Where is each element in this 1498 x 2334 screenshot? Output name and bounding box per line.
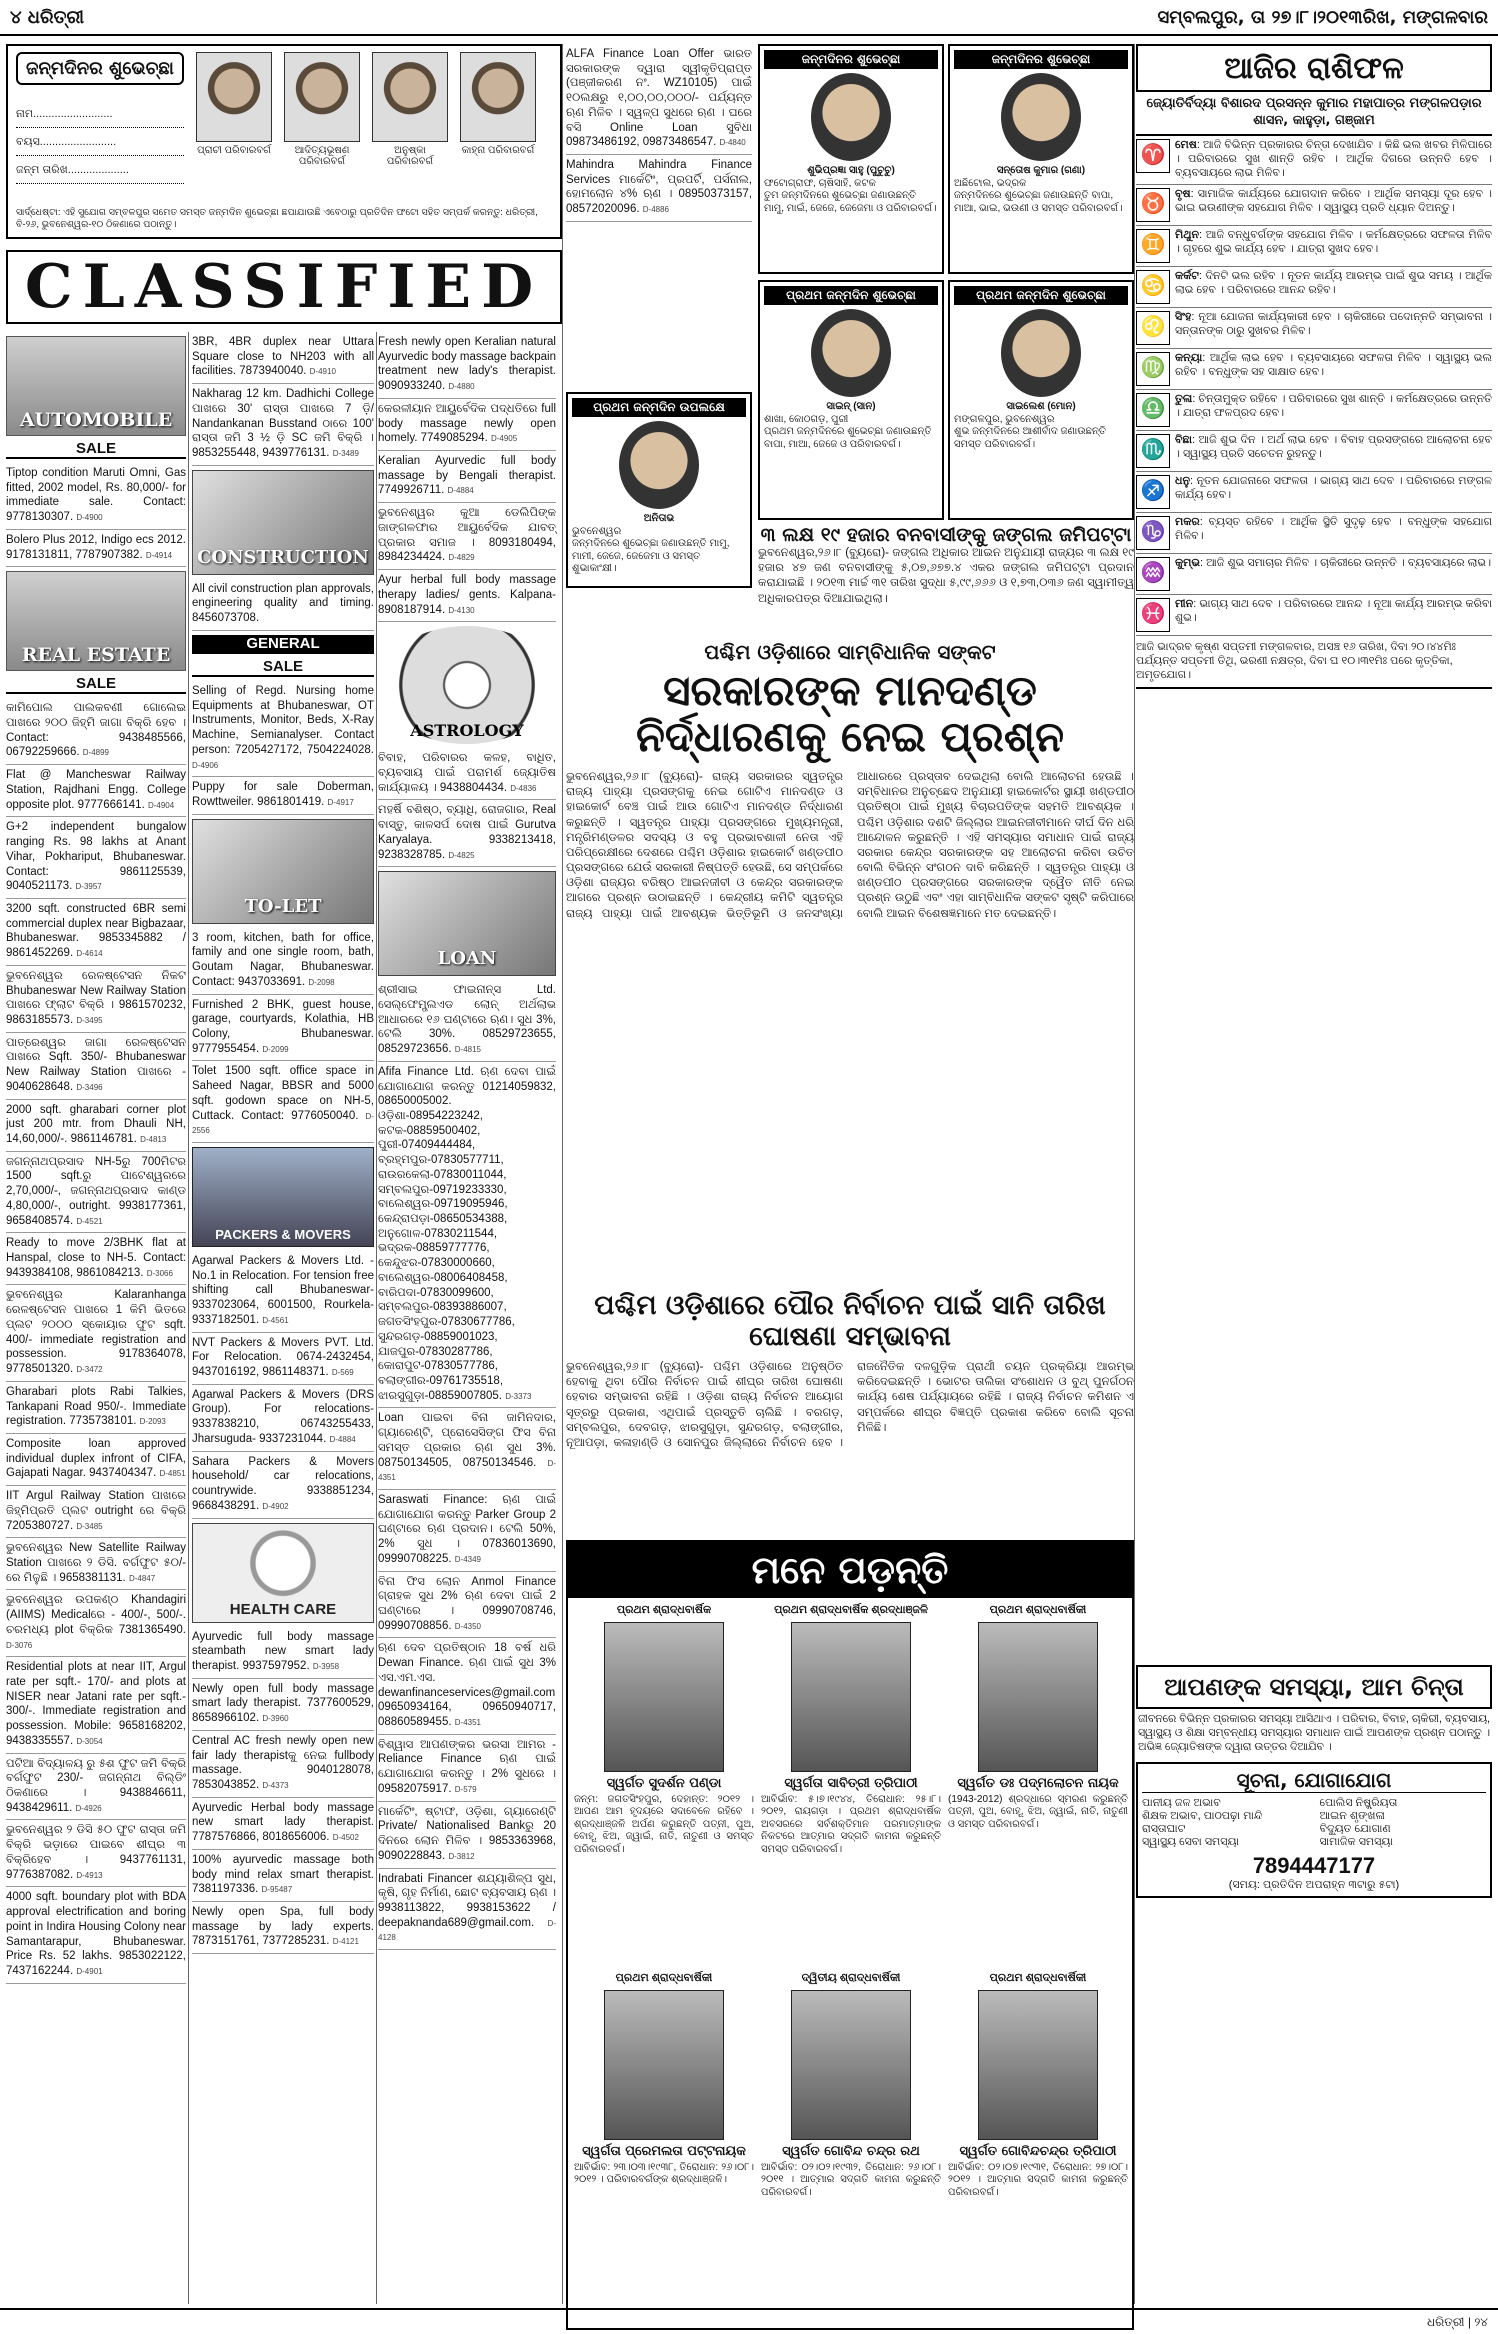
panjika: ଆଜି ଭାଦ୍ରବ କୃଷ୍ଣ ସପ୍ତମୀ ମଙ୍ଗଳବାର, ଅସଞ୍ଚ ୧୬ ତାରିଖ, ଦିବା ୨୦।୪୪ମିଃ ପର୍ଯ୍ୟନ୍ତ ସପ୍ତମୀ ତିଥି, ଭରଣୀ ନକ୍ଷତ୍ର, ଦିବା ଘ ୧୦।୩୧ମିଃ ପରେ କୃତ୍ତିକା, ଅମୃତଯୋଗ।	[1136, 636, 1492, 689]
classified-ad: ଜଗନ୍ନାଥପ୍ରସାଦ NH-5ରୁ 700ମିଟର 1500 sqft.ରୁ ପାଟେଶ୍ୱରରେ 2,70,000/-, ଜଗନ୍ନାଥପ୍ରସାଦ କାଣ୍ଡ 4,80,000/-, outright. 9938177361, 9658408574. D-4521	[6, 1152, 186, 1234]
notice-item: ଆଇନ ଶୃଙ୍ଖଳା	[1319, 1810, 1385, 1823]
column-divider	[188, 332, 189, 2304]
greeting-card: ପ୍ରଥମ ଜନ୍ମଦିନ ଉପଲକ୍ଷେ ଅନିତାଭ ଭୁବନେଶ୍ୱର ଜନ୍ମଦିନରେ ଶୁଭେଚ୍ଛା ଜଣାଉଛନ୍ତି ମାମୁ, ମାମୀ, ଜେଜେ, ଜେଜେମା ଓ ସମସ୍ତ ଶୁଭାକାଂକ୍ଷୀ।	[566, 392, 752, 588]
classified-ad: Flat @ Mancheswar Railway Station, Rajdhani Engg. College opposite plot. 9777666141. D-4904	[6, 765, 186, 817]
horoscope-sign: ♌ ସିଂହ: ନୂଆ ଯୋଜନା କାର୍ଯ୍ୟକାରୀ ହେବ । ଚାକିରୀରେ ପଦୋନ୍ନତି ସମ୍ଭାବନା । ସନ୍ତାନଙ୍କ ଠାରୁ ସୁଖବର ମିଳିବ।	[1136, 308, 1492, 349]
notice-item: ପାନୀୟ ଜଳ ଅଭାବ	[1142, 1797, 1221, 1810]
horoscope-sign: ♎ ତୁଳା: ଚିନ୍ତାମୁକ୍ତ ରହିବେ । ପରିବାରରେ ସୁଖ ଶାନ୍ତି । କର୍ମକ୍ଷେତ୍ରରେ ଉନ୍ନତି । ଯାତ୍ରା ଫଳପ୍ରଦ ହେବ।	[1136, 390, 1492, 431]
election-story-headline: ପଶ୍ଚିମ ଓଡ଼ିଶାରେ ପୌର ନିର୍ବାଚନ ପାଇଁ ସାନି ତାରିଖ ଘୋଷଣା ସମ୍ଭାବନା	[594, 1290, 1106, 1353]
general-heading: GENERAL	[192, 635, 374, 654]
page-header	[0, 0, 1498, 36]
portrait-photo	[791, 1622, 911, 1772]
classified-ad: ବିନା ଫିସ ଲୋନ Anmol Finance ଗ୍ରାହକ ସୁଧ 2% ଋଣ ଦେବା ପାଇଁ 2 ଘଣ୍ଟାରେ । 09990708746, 09990708856. D-4350	[378, 1572, 556, 1639]
memorial-card: ଦ୍ୱିତୀୟ ଶ୍ରାଦ୍ଧବାର୍ଷିକୀ ସ୍ୱର୍ଗତ ଗୋବିନ୍ଦ ଚନ୍ଦ୍ର ରଥ ଆବିର୍ଭାବ: ୦୨।୦୨।୧୯୩୨, ତିରୋଧାନ: ୨୬।୦୮।୨୦୧୧ । ଆତ୍ମାର ସଦ୍ଗତି କାମନା କରୁଛନ୍ତି ପରିବାରବର୍ଗ।	[761, 1972, 941, 2198]
sale-heading: SALE	[6, 440, 186, 459]
child-photo	[1001, 73, 1081, 161]
classified-ad: IIT Argul Railway Station ପାଖରେ ଜିହ୍ମିପ୍ରତି ପ୍ଲଟ outright ରେ ବିକ୍ରି 7205380727. D-3485	[6, 1486, 186, 1538]
column-divider	[376, 332, 377, 2304]
classified-ad: Sahara Packers & Movers household/ car relocations, countrywide. 9338851234, 9668438291. D-4902	[192, 1452, 374, 1519]
birthday-wishes-form	[6, 44, 562, 239]
classified-ad: Agarwal Packers & Movers Ltd. - No.1 in Relocation. For tension free shifting call Bhubaneswar- 9337023064, 6001500, Rourkela-9337182501. D-4561	[192, 1251, 374, 1333]
horoscope-title: ଆଜିର ରାଶିଫଳ	[1136, 44, 1492, 92]
portrait-photo	[978, 1622, 1098, 1772]
child-photo	[619, 421, 699, 509]
forest-news-headline: ୩ ଲକ୍ଷ ୧୯ ହଜାର ବନବାସୀଙ୍କୁ ଜଙ୍ଗଲ ଜମିପଟ୍ଟା	[760, 524, 1132, 546]
classified-ad: NVT Packers & Movers PVT. Ltd. For Relocation. 0674-2432454, 9437016192, 9861148371. D-569	[192, 1333, 374, 1385]
notice-list	[1142, 1793, 1486, 1853]
column-divider	[1134, 44, 1135, 2304]
classified-ad: Keralian Ayurvedic full body massage by Bengali therapist. 7749926711. D-4884	[378, 451, 556, 503]
notice-item: ରାସ୍ତାଘାଟ	[1142, 1823, 1186, 1836]
astrology-image: ASTROLOGY	[378, 626, 556, 744]
classified-ad: Ayur herbal full body massage therapy ladies/ gents. Kalpana- 8908187914. D-4130	[378, 570, 556, 622]
horoscope-sign: ♒ କୁମ୍ଭ: ଆଜି ଶୁଭ ସମାଚାର ମିଳିବ । ଚାକିରୀରେ ଉନ୍ନତି । ବ୍ୟବସାୟରେ ଲାଭ।	[1136, 554, 1492, 595]
footer-page-ref: ଧରିତ୍ରୀ | ୨୪	[1427, 2314, 1488, 2329]
notice-title: ସୂଚନା, ଯୋଗାଯୋଗ	[1142, 1768, 1486, 1793]
portrait-photo	[604, 1622, 724, 1772]
memorial-card: ପ୍ରଥମ ଶ୍ରାଦ୍ଧବାର୍ଷିକ ସ୍ୱର୍ଗତ ସୁଦର୍ଶନ ପଣ୍ଡା ଜନ୍ମ: ଜଗତସିଂହପୁର, ଦେହାନ୍ତ: ୨୦୧୨ । ଆପଣ ଆମ ହୃଦୟରେ ସଦାବେଳେ ରହିବେ । ଶ୍ରଦ୍ଧାଞ୍ଜଳି ଅର୍ପଣ କରୁଛନ୍ତି ପତ୍ନୀ, ପୁଅ, ବୋହୂ, ଝିଅ, ଜ୍ୱାଇଁ, ନାତି, ନାତୁଣୀ ଓ ସମସ୍ତ ପରିବାରବର୍ଗ।	[574, 1604, 754, 1855]
real-estate-image: REAL ESTATE	[6, 571, 186, 671]
classified-ad: ପଟିଆ ବିଦ୍ୟାଳୟ ରୁ ୫ଶ ଫୁଟ ଜମି ବିକ୍ରି ବର୍ଗଫୁଟ 230/- ଜଗନ୍ନାଥ ବିଲ୍ଡିଂ ଠିକଣାରେ । 9438846611, 9438429611. D-4926	[6, 1754, 186, 1821]
notice-item: ସାମାଜିକ ସମସ୍ୟା	[1319, 1836, 1393, 1849]
classified-ad: Fresh newly open Keralian natural Ayurvedic body massage backpain treatment new lady's therapist. 9090933240. D-4880	[378, 332, 556, 399]
memorial-card: ପ୍ରଥମ ଶ୍ରାଦ୍ଧବାର୍ଷିକୀ ସ୍ୱର୍ଗତା ପ୍ରେମଲତା ପଟ୍ଟନାୟକ ଆବିର୍ଭାବ: ୨୩।୦୩।୧୯୩୮, ତିରୋଧାନ: ୨୬।୦୮।୨୦୧୨ । ପରିବାରବର୍ଗଙ୍କ ଶ୍ରଦ୍ଧାଞ୍ଜଳି।	[574, 1972, 754, 2186]
health-care-image: HEALTH CARE	[192, 1523, 374, 1623]
greeting-card: ଜନ୍ମଦିନର ଶୁଭେଚ୍ଛା ସନ୍ତୋଷ କୁମାର (ଗଣା) ଅଛିଟୋଲ, ଭଦ୍ରକ ଜନ୍ମଦିନରେ ଶୁଭେଚ୍ଛା ଜଣାଉଛନ୍ତି ବାପା, ମାଆ, ଭାଇ, ଭଉଣୀ ଓ ସମସ୍ତ ପରିବାରବର୍ଗ।	[948, 44, 1134, 274]
column-divider	[562, 44, 563, 2304]
classified-ad: ପାତ୍ରେଶ୍ୱର ଜାଗା ରେଳଷ୍ଟେସନ ପାଖରେ Sqft. 350/- Bhubaneswar New Railway Station ପାଖରେ - 9040628648. D-3496	[6, 1033, 186, 1100]
classified-ad: Saraswati Finance: ଋଣ ପାଇଁ ଯୋଗାଯୋଗ କରନ୍ତୁ Parker Group 2 ଘଣ୍ଟାରେ ଋଣ ପ୍ରଦାନ। ଟେଲି 50%, 2% ସୁଧ । 07836013690, 09990708225. D-4349	[378, 1490, 556, 1572]
classified-ad: Indrabati Financer ଶଯ୍ୟାଶିଳ୍ପ ସୁଧ, କୃଷି, ଗୃହ ନିର୍ମାଣ, ଛୋଟ ବ୍ୟବସାୟ ଋଣ । 9938113822, 9938153622 / deepaknanda689@gmail.com. D-4128	[378, 1869, 556, 1951]
child-photo	[1001, 309, 1081, 397]
classified-ad: Afifa Finance Ltd. ଋଣ ଦେବା ପାଇଁ ଯୋଗାଯୋଗ କରନ୍ତୁ 01214059832, 08650005002. ଓଡ଼ିଶା-08954223242, କଟକ-08859500402, ପୁରୀ-07409444484, ବ୍ରହ୍ମପୁର-07830577711, ରାଉରକେଲା-07830011044, ସମ୍ବଲପୁର-09719233330, ବାଲେଶ୍ୱର-09719095946, କେନ୍ଦ୍ରାପଡ଼ା-08650534388, ଅନୁଗୋଳ-07830211544, ଭଦ୍ରକ-08859777776, କେନ୍ଦୁଝର-07830000660, ବାଲେଶ୍ୱର-08006408458, ବାରିପଦା-07830099600, ସମ୍ବଲପୁର-08393886007, ଜଗତସିଂହପୁର-07830677786, ସୁନ୍ଦରଗଡ଼-08859001023, ଯାଜପୁର-07830287786, କୋରାପୁଟ-07830577786, ବଲାଙ୍ଗୀର-09761735518, ଝାରସୁଗୁଡ଼ା-08859007805. D-3373	[378, 1062, 556, 1409]
memorial-card: ପ୍ରଥମ ଶ୍ରାଦ୍ଧବାର୍ଷିକ ଶ୍ରଦ୍ଧାଞ୍ଜଳି ସ୍ୱର୍ଗତା ସାବିତ୍ରୀ ତ୍ରିପାଠୀ ଆବିର୍ଭାବ: ୫।୭।୧୯୪୪, ତିରୋଧାନ: ୨୫।୮।୨୦୧୨, ରାୟଗଡ଼ା । ପ୍ରଥମ ଶ୍ରାଦ୍ଧବାର୍ଷିକ ଅବସରରେ ସର୍ବଶକ୍ତିମାନ ପରମାତ୍ମାଙ୍କ ନିକଟରେ ଆତ୍ମାର ସଦ୍ଗତି କାମନା କରୁଛନ୍ତି ସମସ୍ତ ପରିବାରବର୍ଗ।	[761, 1604, 941, 1855]
zodiac-icon: ♌	[1136, 311, 1170, 345]
forest-news-body: ଭୁବନେଶ୍ୱର,୨୬।୮ (ବ୍ୟୁରୋ)- ଜଙ୍ଗଲ ଅଧିକାର ଆଇନ ଅନୁଯାୟୀ ରାଜ୍ୟର ୩ ଲକ୍ଷ ୧୯ ହଜାର ୪୭ ଜଣ ବନବାସୀଙ୍କୁ ୫,୦୭,୬୭୭.୪ ଏକର ଜଙ୍ଗଲ ଜମିପଟ୍ଟା ପ୍ରଦାନ କରାଯାଇଛି । ୨୦୧୩ ମାର୍ଚ୍ଚ ୩୧ ତାରିଖ ସୁଦ୍ଧା ୫,୯୯,୬୬୬ ଓ ୧,୭୩,୦୩୬ ଜଣ ସ୍ୱାମୀତ୍ୱ ଅଧିକାରପତ୍ର ଦିଆଯାଇଥିଲା।	[758, 547, 1134, 605]
classified-ad: ଶ୍ରୀସାଇ ଫାଇନାନ୍ସ Ltd. ସେଲ୍ଫେମ୍ପ୍ଲଏଡ ଲୋନ୍ ଅର୍ଥଲାଭ ଆଧାରରେ ୧୬ ଘଣ୍ଟାରେ ଋଣ। ସୁଧ 3%, ଟେଲି 30%. 08529723655, 08529723656. D-4815	[378, 980, 556, 1062]
sample-photo: ଅନୁଷ୍କା ପରିବାରବର୍ଗ	[370, 52, 450, 167]
notice-box	[1136, 1762, 1492, 1898]
horoscope-sign: ♏ ବିଛା: ଆଜି ଶୁଭ ଦିନ । ଅର୍ଥ ଲାଭ ହେବ । ବିବାହ ପ୍ରସଙ୍ଗରେ ଆଲୋଚନା ହେବ । ସ୍ୱାସ୍ଥ୍ୟ ପ୍ରତି ସଚେତନ ରୁହନ୍ତୁ।	[1136, 431, 1492, 472]
birthday-form-fields	[16, 100, 184, 184]
lead-story-kicker: ପଶ୍ଚିମ ଓଡ଼ିଶାରେ ସାମ୍ବିଧାନିକ ସଙ୍କଟ	[704, 640, 996, 664]
classified-ad: Residential plots at near IIT, Argul rate per sqft.- 170/- and plots at NISER near Jatani rate per sqft.- 300/-. Immediate registration and possession. Mobile: 9658168202, 9438335557. D-3054	[6, 1657, 186, 1753]
election-story-body: ଭୁବନେଶ୍ୱର,୨୬।୮ (ବ୍ୟୁରୋ)- ପଶ୍ଚିମ ଓଡ଼ିଶାରେ ଅନୁଷ୍ଠିତ ହେବାକୁ ଥିବା ପୌର ନିର୍ବାଚନ ପାଇଁ ଶୀଘ୍ର ତାରିଖ ଘୋଷଣା ହେବାର ସମ୍ଭାବନା ରହିଛି । ଓଡ଼ିଶା ରାଜ୍ୟ ନିର୍ବାଚନ ଆୟୋଗ ସୂତ୍ରରୁ ପ୍ରକାଶ, ଏଥିପାଇଁ ପ୍ରସ୍ତୁତି ଚାଲିଛି । ବରଗଡ଼, ସମ୍ବଲପୁର, ଦେବଗଡ଼, ଝାରସୁଗୁଡ଼ା, ସୁନ୍ଦରଗଡ଼, ବଲାଙ୍ଗୀର, ନୂଆପଡ଼ା, କଳାହାଣ୍ଡି ଓ ସୋନପୁର ଜିଲ୍ଲାରେ ନିର୍ବାଚନ ହେବ । ରାଜନୈତିକ ଦଳଗୁଡ଼ିକ ପ୍ରାର୍ଥୀ ଚୟନ ପ୍ରକ୍ରିୟା ଆରମ୍ଭ କରିଦେଇଛନ୍ତି । ଭୋଟର ତାଲିକା ସଂଶୋଧନ ଓ ବୁଥ୍ ପୁନର୍ଗଠନ କାର୍ଯ୍ୟ ଶେଷ ପର୍ଯ୍ୟାୟରେ ରହିଛି । ରାଜ୍ୟ ନିର୍ବାଚନ କମିଶନ ଏ ସମ୍ପର୍କରେ ଶୀଘ୍ର ବିଜ୍ଞପ୍ତି ପ୍ରକାଶ କରିବେ ବୋଲି ସୂଚନା ମିଳିଛି।	[566, 1361, 1134, 1449]
classified-banner: CLASSIFIED	[6, 250, 562, 324]
classified-ad: 3BR, 4BR duplex near Uttara Square close to NH203 with all facilities. 7873940040. D-4910	[192, 332, 374, 384]
classified-ad: Mahindra Mahindra Finance Services ମାର୍କେଟିଂ, ପ୍ରପର୍ଟି, ପର୍ସନାଲ, ହୋମଲୋନ ୪% ଋଣ । 08950373157, 08572020096. D-4886	[566, 155, 752, 222]
age-field: ବୟସ.........................	[16, 128, 184, 156]
classified-ad: 100% ayurvedic massage both body mind relax smart therapist. 7381197336. D-95487	[192, 1850, 374, 1902]
classified-ad: ଋଣ ଦେବ ପ୍ରତିଷ୍ଠାନ 18 ବର୍ଷ ଧରି Dewan Finance. ଋଣ ପାଇଁ ସୁଧ 3% ଏସ.ଏମ.ଏସ. dewanfinanceservices@gmail.com 09650934164, 09650940717, 08860589455. D-4351	[378, 1638, 556, 1734]
horoscope-sign: ♈ ମେଷ: ଆଜି ବିଭିନ୍ନ ପ୍ରକାରର ଚିନ୍ତା ଦେଖାଯିବ । କିଛି ଭଲ ଖବର ମିଳିପାରେ । ପରିବାରରେ ସୁଖ ଶାନ୍ତି ରହିବ । ଆର୍ଥିକ ଦିଗରେ ଉନ୍ନତି ହେବ । ବ୍ୟବସାୟରେ ଲାଭ ମିଳିବ।	[1136, 136, 1492, 185]
classified-ad: All civil construction plan approvals, engineering quality and timing. 8456073708.	[192, 579, 374, 631]
portrait-photo	[978, 1990, 1098, 2140]
horoscope-sign: ♑ ମକର: ବ୍ୟସ୍ତ ରହିବେ । ଆର୍ଥିକ ସ୍ଥିତି ସୁଦୃଢ଼ ହେବ । ବନ୍ଧୁଙ୍କ ସହଯୋଗ ମିଳିବ।	[1136, 513, 1492, 554]
horoscope-sign: ♊ ମିଥୁନ: ଆଜି ବନ୍ଧୁବର୍ଗଙ୍କ ସହଯୋଗ ମିଳିବ । କର୍ମକ୍ଷେତ୍ରରେ ସଫଳତା ମିଳିବ । ଗୃହରେ ଶୁଭ କାର୍ଯ୍ୟ ହେବ । ଯାତ୍ରା ସୁଖଦ ହେବ।	[1136, 226, 1492, 267]
classified-ad: ବିଶ୍ୱାସ ଆପଣଙ୍କର ଭରସା ଆମର - Reliance Finance ଋଣ ପାଇଁ ଯୋଗାଯୋଗ କରନ୍ତୁ । 2% ସୁଧରେ । 09582075917. D-579	[378, 1735, 556, 1802]
classified-column-1	[6, 332, 186, 1984]
classified-ad: 2000 sqft. gharabari corner plot just 200 mtr. from Dhauli NH, 14,60,000/-. 9861146781. D-4813	[6, 1100, 186, 1152]
classified-ad: Nakharag 12 km. Dadhichi College ପାଖରେ 30' ରାସ୍ତା ପାଖରେ 7 ଡ଼ି/ Nandankanan Busstand ଠାରେ 100' ରାସ୍ତା ଜମି 3 ½ ଡ଼ି SC ଜମି ବିକ୍ରି । 9853255448, 9439776131. D-3489	[192, 384, 374, 466]
in-memoriam-title: ମନେ ପଡ଼ନ୍ତି	[568, 1542, 1132, 1598]
horoscope-byline: ଜ୍ୟୋତିର୍ବିଦ୍ୟା ବିଶାରଦ ପ୍ରସନ୍ନ କୁମାର ମହାପାତ୍ର ମଙ୍ଗଳପଡ଼ାର ଶାସନ, କାହୁଡ଼ା, ଗଞ୍ଜାମ	[1136, 92, 1492, 136]
zodiac-icon: ♒	[1136, 557, 1170, 591]
page-footer	[0, 2308, 1498, 2334]
greeting-card: ପ୍ରଥମ ଜନ୍ମଦିନ ଶୁଭେଚ୍ଛା ସାଇଲେଶ (ମୋନ) ମଙ୍ଗଳପୁର, ଭୁବନେଶ୍ୱର ଶୁଭ ଜନ୍ମଦିନରେ ଆଶୀର୍ବାଦ ଜଣାଉଛନ୍ତି ସମସ୍ତ ପରିବାରବର୍ଗ।	[948, 280, 1134, 520]
birthday-form-note: ସାର୍ଦ୍ଧେଷ୍ଟା: ଏହି ସୁଯୋଗ ସମ୍ବଳପୁର ସମେତ ସମସ୍ତ ଜନ୍ମଦିନ ଶୁଭେଚ୍ଛା ଛପାଯାଉଛି ଏବେଠାରୁ ପ୍ରତିଦିନ ଫଟୋ ସହିତ ସମ୍ପର୍କ କରନ୍ତୁ: ଧରିତ୍ରୀ, ବି-୨୬, ଭୁବନେଶ୍ୱର-୧୦ ଠିକଣାରେ ପଠାନ୍ତୁ।	[16, 207, 538, 231]
notice-item: ବିଦ୍ୟୁତ ଯୋଗାଣ	[1319, 1823, 1391, 1836]
classified-ad: ଭୁବନେଶ୍ୱର ୨ ଡିସି ୫୦ ଫୁଟ ରାସ୍ତା ଜମି ବିକ୍ରି ଭଡ଼ାରେ ପାଇବେ ଶୀଘ୍ର ୩ ବିକ୍ରିହେବ । 9437761131, 9776387082. D-4913	[6, 1820, 186, 1887]
classified-ad: G+2 independent bungalow ranging Rs. 98 lakhs at Anant Vihar, Pokhariput, Bhubaneswar. Contact: 9861125539, 9040521173. D-3957	[6, 817, 186, 899]
birthday-form-title: ଜନ୍ମଦିନର ଶୁଭେଚ୍ଛା	[16, 52, 184, 85]
zodiac-icon: ♍	[1136, 352, 1170, 386]
classified-ad: Composite loan approved individual duplex infront of CIFA, Gajapati Nagar. 9437404347. D-4851	[6, 1434, 186, 1486]
classified-ad: 4000 sqft. boundary plot with BDA approval electrification and boring point in Indira Housing Colony near Samantarapur, Bhubaneswar. Price Rs. 52 lakhs. 9853022122, 7437162244. D-4901	[6, 1887, 186, 1983]
problems-title: ଆପଣଙ୍କ ସମସ୍ୟା, ଆମ ଚିନ୍ତା	[1136, 1665, 1492, 1709]
classified-ad: ଭୁବନେଶ୍ୱର Kalaranhanga ରେଳଷ୍ଟେସନ ପାଖରେ 1 କିମି ଭିତରେ ପ୍ଲଟ ୨୦୦୦ ସ୍କୋୟାର ଫୁଟ sqft. 400/- immediate registration and possession. 9178364078, 9778501320. D-3472	[6, 1285, 186, 1381]
classified-column-3	[378, 332, 556, 1950]
birthdate-field: ଜନ୍ମ ତାରିଖ....................	[16, 156, 184, 184]
horoscope-sign: ♐ ଧନୁ: ନୂତନ ଯୋଜନାରେ ସଫଳତା । ଭାଗ୍ୟ ସାଥ ଦେବ । ପରିବାରରେ ମଙ୍ଗଳ କାର୍ଯ୍ୟ ହେବ।	[1136, 472, 1492, 513]
notice-item: ସ୍ୱାସ୍ଥ୍ୟ ସେବା ସମସ୍ୟା	[1142, 1836, 1240, 1849]
sample-photo: ଆଦିତ୍ୟଭୂଷଣ ପରିବାରବର୍ଗ	[282, 52, 362, 167]
portrait-photo	[604, 1990, 724, 2140]
classified-ad: କାମିପୋଲ ପାଲକବଣୀ ଗୋଲେଇ ପାଖରେ ୨୦୦ ଜିହ୍ମି ଜାଗା ବିକ୍ରି ହେବ । Contact: 9438485566, 06792259666. D-4899	[6, 698, 186, 765]
classified-ad: Ready to move 2/3BHK flat at Hanspal, close to NH-5. Contact: 9439384108, 9861084213. D-3066	[6, 1233, 186, 1285]
memorial-card: ପ୍ରଥମ ଶ୍ରାଦ୍ଧବାର୍ଷିକୀ ସ୍ୱର୍ଗତ ଗୋବିନ୍ଦଚନ୍ଦ୍ର ତ୍ରିପାଠୀ ଆବିର୍ଭାବ: ୦୨।୦୭।୧୯୩୧, ତିରୋଧାନ: ୨୭।୦୮।୨୦୧୨ । ଆତ୍ମାର ସଦ୍ଗତି କାମନା କରୁଛନ୍ତି ପରିବାରବର୍ଗ।	[948, 1972, 1128, 2198]
greeting-card: ଜନ୍ମଦିନର ଶୁଭେଚ୍ଛା ଶୁଭିପ୍ରଜ୍ଞା ସାହୁ (ପୁଚୁଚୁ) ଫଟୋଗ୍ରାଫ, ଚାଷିସାହି, କଟକ ତୁମ ଜନ୍ମଦିନରେ ଶୁଭେଚ୍ଛା ଜଣାଉଛନ୍ତି ମାମୁ, ମାଇଁ, ଜେଜେ, ଜେଜେମା ଓ ପରିବାରବର୍ଗ।	[758, 44, 944, 274]
packers-movers-image: PACKERS & MOVERS	[192, 1147, 374, 1247]
classified-ad: Agarwal Packers & Movers (DRS Group). For relocations- 9337838210, 06743255433, Jharsuguda- 9337231044. D-4884	[192, 1385, 374, 1452]
horoscope-sign: ♉ ବୃଷ: ସାମାଜିକ କାର୍ଯ୍ୟରେ ଯୋଗଦାନ କରିବେ । ଆର୍ଥିକ ସମସ୍ୟା ଦୂର ହେବ । ଭାଇ ଭଉଣୀଙ୍କ ସହଯୋଗ ମିଳିବ । ସ୍ୱାସ୍ଥ୍ୟ ପ୍ରତି ଧ୍ୟାନ ଦିଅନ୍ତୁ।	[1136, 185, 1492, 226]
classified-ad: Selling of Regd. Nursing home Equipments at Bhubaneswar, OT Instruments, Monitor, Beds, X-Ray Machine, Semianalyser. Contact person: 7205427172, 7504224028. D-4906	[192, 681, 374, 777]
classified-ad: Newly open Spa, full body massage by lady experts. 7873151761, 7377285231. D-4121	[192, 1902, 374, 1954]
notice-item: ଶିକ୍ଷକ ଅଭାବ, ପାଠପଢ଼ା ମାନ୍ଦି	[1142, 1810, 1263, 1823]
classified-ad: Tolet 1500 sqft. office space in Saheed Nagar, BBSR and 5000 sqft. godown space on NH-5, Cuttack. Contact: 9776050040. D-2556	[192, 1061, 374, 1143]
portrait-photo	[791, 1990, 911, 2140]
zodiac-icon: ♓	[1136, 598, 1170, 632]
problems-body: ଜୀବନରେ ବିଭିନ୍ନ ପ୍ରକାରର ସମସ୍ୟା ଆସିଥାଏ । ପରିବାର, ବିବାହ, ଚାକିରୀ, ବ୍ୟବସାୟ, ସ୍ୱାସ୍ଥ୍ୟ ଓ ଶିକ୍ଷା ସମ୍ବନ୍ଧୀୟ ସମସ୍ୟାର ସମାଧାନ ପାଇଁ ଆପଣଙ୍କ ପ୍ରଶ୍ନ ପଠାନ୍ତୁ । ଅଭିଜ୍ଞ ଜ୍ୟୋତିଷଙ୍କ ଦ୍ୱାରା ଉତ୍ତର ଦିଆଯିବ ।	[1138, 1713, 1490, 1753]
classified-column-2	[192, 332, 374, 1954]
classified-ad: Ayurvedic full body massage steambath new smart lady therapist. 9937597952. D-3958	[192, 1627, 374, 1679]
greeting-card: ପ୍ରଥମ ଜନ୍ମଦିନ ଶୁଭେଚ୍ଛା ସାଇନ୍ (ସାନ) ଶାଖା, କୋଠଗଡ଼, ପୁରୀ ପ୍ରଥମ ଜନ୍ମଦିନରେ ଶୁଭେଚ୍ଛା ଜଣାଉଛନ୍ତି ବାପା, ମାଆ, ଜେଜେ ଓ ପରିବାରବର୍ଗ।	[758, 280, 944, 520]
problems-section	[1136, 1665, 1492, 1898]
classified-ad: Loan ପାଇବା ବିନା ଜାମିନଦାର, ଗ୍ୟାରେଣ୍ଟି, ପ୍ରୋସେସିଙ୍ଗ ଫିସ ବିନା ସମସ୍ତ ପ୍ରକାର ଋଣ ସୁଧ 3%. 08750134505, 08750134546. D-4351	[378, 1408, 556, 1490]
lead-story-body: ଭୁବନେଶ୍ୱର,୨୬।୮ (ବ୍ୟୁରୋ)- ରାଜ୍ୟ ସରକାରର ସ୍ୱତନ୍ତ୍ର ରାଜ୍ୟ ପାହ୍ୟା ପ୍ରସଙ୍ଗକୁ ନେଇ ଗୋଟିଏ ମାନଦଣ୍ଡ ଓ ହାଇକୋର୍ଟ ବେଞ୍ଚ ପାଇଁ ଆଉ ଗୋଟିଏ ମାନଦଣ୍ଡ ନିର୍ଦ୍ଧାରଣ କରୁଛନ୍ତି । ସ୍ୱତନ୍ତ୍ର ପାହ୍ୟା ପ୍ରସଙ୍ଗରେ ମୁଖ୍ୟମନ୍ତ୍ରୀ, ମନ୍ତ୍ରିମଣ୍ଡଳର ସଦସ୍ୟ ଓ ବହୁ ପ୍ରଭାବଶାଳୀ ନେତା ଏହି ପରିପ୍ରେକ୍ଷୀରେ ଦେଶରେ ପଶ୍ଚିମ ଓଡ଼ିଶାର ହାଇକୋର୍ଟ ଖଣ୍ଡପୀଠ ପ୍ରସଙ୍ଗରେ ଯେଉଁ ସରକାରୀ ନିଷ୍ପତ୍ତି ହେଉଛି, ସେ ସମ୍ପର୍କରେ ଓଡ଼ିଶା ରାଜ୍ୟର ବରିଷ୍ଠ ଆଇନଜୀବୀ ଓ କେନ୍ଦ୍ର ସରକାରଙ୍କ ଆଗରେ ପ୍ରଶ୍ନ ଉଠାଇଛନ୍ତି । କେନ୍ଦ୍ରୀୟ କମିଟି ସ୍ୱତନ୍ତ୍ର ରାଜ୍ୟ ପାହ୍ୟା ପାଇଁ ଆବଶ୍ୟକ ଭିତ୍ତିଭୂମି ଓ ଜନସଂଖ୍ୟା ଆଧାରରେ ପ୍ରସ୍ତାବ ଦେଇଥିଲା ବୋଲି ଆଲୋଚନା ହେଉଛି । ସମ୍ବିଧାନର ଅନୁଚ୍ଛେଦ ଅନୁଯାୟୀ ହାଇକୋର୍ଟର ସ୍ଥାୟୀ ଖଣ୍ଡପୀଠ ପ୍ରତିଷ୍ଠା ପାଇଁ ମୁଖ୍ୟ ବିଚାରପତିଙ୍କ ସହମତି ଆବଶ୍ୟକ । ପଶ୍ଚିମ ଓଡ଼ିଶାର ଦଶଟି ଜିଲ୍ଲାର ଆଇନଜୀବୀମାନେ ଦୀର୍ଘ ଦିନ ଧରି ଆନ୍ଦୋଳନ କରୁଛନ୍ତି । ଏହି ସମସ୍ୟାର ସମାଧାନ ପାଇଁ ରାଜ୍ୟ ସରକାର କେନ୍ଦ୍ର ସରକାରଙ୍କ ସହ ଆଲୋଚନା କରିବା ଉଚିତ ବୋଲି ବିଭିନ୍ନ ସଂଗଠନ ଦାବି କରିଛନ୍ତି । ସ୍ୱତନ୍ତ୍ର ପାହ୍ୟା ଓ ଖଣ୍ଡପୀଠ ପ୍ରସଙ୍ଗରେ ସରକାରଙ୍କ ଦ୍ୱୈତ ନୀତି ନେଇ ପ୍ରଶ୍ନ ଉଠୁଛି ଏବଂ ଏହା ସାମ୍ବିଧାନିକ ସଙ୍କଟ ସୃଷ୍ଟି କରିପାରେ ବୋଲି ଆଇନ ବିଶେଷଜ୍ଞମାନେ ମତ ଦେଇଛନ୍ତି।	[566, 771, 1134, 920]
zodiac-icon: ♋	[1136, 270, 1170, 304]
classified-ad: ଭୁବନେଶ୍ୱର ଉପକଣ୍ଠ Khandagiri (AIIMS) Medicalରେ - 400/-, 500/-. ଚରମଧ୍ୟ plot ବିକ୍ରିକ 7381365490. D-3076	[6, 1590, 186, 1657]
child-photo	[196, 52, 272, 142]
classified-ad: ବିବାହ, ପରିବାରର କଳହ, ବାଧିତ, ବ୍ୟବସାୟ ପାଇଁ ପରାମର୍ଶ ଜ୍ୟୋତିଷ କାର୍ଯ୍ୟାଳୟ । 9438804434. D-4836	[378, 748, 556, 800]
classified-ad: Puppy for sale Doberman, Rowttweiler. 9861801419. D-4917	[192, 777, 374, 814]
classified-ad: Furnished 2 BHK, guest house, garage, courtyards, Kolathia, HB Colony, Bhubaneswar. 9777955454. D-2099	[192, 995, 374, 1062]
loan-image: LOAN	[378, 871, 556, 976]
horoscope-section	[1136, 44, 1492, 689]
contact-time: (ସମୟ: ପ୍ରତିଦିନ ଅପରାହ୍ନ ୩ଟାରୁ ୫ଟା)	[1228, 1879, 1400, 1892]
zodiac-icon: ♏	[1136, 434, 1170, 468]
classified-ad: 3200 sqft. constructed 6BR semi commercial duplex near Bigbazaar, Bhubaneswar. 9853345882 / 9861452269. D-4614	[6, 899, 186, 966]
classified-ad: ALFA Finance Loan Offer ଭାରତ ସରକାରଙ୍କ ଦ୍ୱାରା ସ୍ୱୀକୃତିପ୍ରାପ୍ତ (ପଞ୍ଜୀକରଣ ନଂ. WZ10105) ପାଇଁ ୧୦ଲକ୍ଷରୁ ୧,୦୦,୦୦,୦୦୦/- ପର୍ଯ୍ୟନ୍ତ ଋଣ ମିଳିବ । ସ୍ୱଳ୍ପ ସୁଧରେ ଋଣ । ଘରେ ବସି Online Loan ସୁବିଧା 09873486192, 09873486547. D-4840	[566, 44, 752, 155]
classified-ad: ମାର୍କେଟିଂ, ଷ୍ଟାଫ, ଓଡ଼ିଶା, ଗ୍ୟାରେଣ୍ଟି Private/ Nationalised Bankରୁ 20 ଦିନରେ ଲୋନ ମିଳିବ । 9853363968, 9090228843. D-3812	[378, 1802, 556, 1869]
zodiac-icon: ♈	[1136, 139, 1170, 173]
classified-ad: Tiptop condition Maruti Omni, Gas fitted, 2002 model, Rs. 80,000/- for immediate sale. Contact: 9778130307. D-4900	[6, 463, 186, 530]
sale-heading: SALE	[192, 658, 374, 677]
contact-phone: 7894447177	[1252, 1853, 1376, 1879]
dateline: ସମ୍ବଲପୁର, ତା ୨୭।୮।୨୦୧୩ରିଖ, ମଙ୍ଗଳବାର	[1157, 6, 1488, 28]
classified-ad: ମହର୍ଷି ବଶିଷ୍ଠ, ବ୍ୟାଧି, ରୋଜଗାର, Real ବାସ୍ତୁ, କାଳସର୍ପ ଦୋଷ ପାଇଁ Gurutva Karyalaya. 9338213418, 9238328785. D-4825	[378, 800, 556, 867]
child-photo	[460, 52, 536, 142]
notice-item: ପୋଲିସ ନିଷ୍କ୍ରିୟତା	[1319, 1797, 1398, 1810]
child-photo	[811, 73, 891, 161]
classified-ad: 3 room, kitchen, bath for office, family and one single room, bath, Goutam Nagar, Bhubaneswar. Contact: 9437033691. D-2098	[192, 928, 374, 995]
child-photo	[284, 52, 360, 142]
classified-ad: Gharabari plots Rabi Talkies, Tankapani Road 950/-. Immediate registration. 7735738101. D-2093	[6, 1382, 186, 1434]
in-memoriam-section	[566, 1540, 1134, 2330]
zodiac-icon: ♉	[1136, 188, 1170, 222]
classified-ad: Ayurvedic Herbal body massage new smart lady therapist. 7787576866, 8018656006. D-4502	[192, 1798, 374, 1850]
forest-news	[758, 524, 1134, 607]
automobile-image: AUTOMOBILE	[6, 336, 186, 436]
lead-story-headline: ସରକାରଙ୍କ ମାନଦଣ୍ଡ ନିର୍ଦ୍ଧାରଣକୁ ନେଇ ପ୍ରଶ୍ନ	[635, 666, 1065, 762]
sample-photo: ପ୍ରାଚୀ ପରିବାରବର୍ଗ	[194, 52, 274, 167]
construction-image: CONSTRUCTION	[192, 470, 374, 575]
page-number: ୪ ଧରିତ୍ରୀ	[10, 6, 85, 28]
child-photo	[811, 309, 891, 397]
lead-story-heading	[566, 640, 1134, 760]
sale-heading: SALE	[6, 675, 186, 694]
sample-photo: କାହ୍ନା ପରିବାରବର୍ଗ	[458, 52, 538, 167]
classified-ad: ଭୁବନେଶ୍ୱର କୁଆ ଡେଲିପିଙ୍କ ଜାଙ୍ଗଳଫାର ଆୟୁର୍ବେଦିକ ଯାବତ୍ ପ୍ରକାର ସମାଜ । 8093180494, 8984234424. D-4829	[378, 503, 556, 570]
to-let-image: TO-LET	[192, 819, 374, 924]
zodiac-icon: ♎	[1136, 393, 1170, 427]
name-field: ନାମ..........................	[16, 100, 184, 128]
horoscope-sign: ♋ କର୍କଟ: ଦିନଟି ଭଲ ରହିବ । ନୂତନ କାର୍ଯ୍ୟ ଆରମ୍ଭ ପାଇଁ ଶୁଭ ସମୟ । ଆର୍ଥିକ ଲାଭ ହେବ । ପରିବାରରେ ଆନନ୍ଦ ରହିବ।	[1136, 267, 1492, 308]
classified-ad: Central AC fresh newly open new fair lady therapistକୁ ନେଇ fullbody massage. 9040128078, 7853043852. D-4373	[192, 1731, 374, 1798]
classified-ad: Newly open full body massage smart lady therapist. 7377600529, 8658966102. D-3960	[192, 1679, 374, 1731]
zodiac-icon: ♐	[1136, 475, 1170, 509]
memorial-card: ପ୍ରଥମ ଶ୍ରାଦ୍ଧବାର୍ଷିକୀ ସ୍ୱର୍ଗତ ଡଃ ପଦ୍ମଲୋଚନ ନାୟକ (1943-2012) ଶ୍ରଦ୍ଧାରେ ସ୍ମରଣ କରୁଛନ୍ତି ପତ୍ନୀ, ପୁଅ, ବୋହୂ, ଝିଅ, ଜ୍ୱାଇଁ, ନାତି, ନାତୁଣୀ ଓ ସମସ୍ତ ପରିବାରବର୍ଗ।	[948, 1604, 1128, 1830]
horoscope-sign: ♓ ମୀନ: ଭାଗ୍ୟ ସାଥ ଦେବ । ପରିବାରରେ ଆନନ୍ଦ । ନୂଆ କାର୍ଯ୍ୟ ଆରମ୍ଭ କରିବା ଶୁଭ।	[1136, 595, 1492, 636]
classified-ad: ଭୁବନେଶ୍ୱର ରେଳଷ୍ଟେସନ ନିକଟ Bhubaneswar New Railway Station ପାଖରେ ଫ୍ଲାଟ ବିକ୍ରି । 9861570232, 9863185573. D-3495	[6, 966, 186, 1033]
finance-ads	[566, 44, 752, 222]
birthday-sample-photos	[194, 52, 538, 167]
zodiac-icon: ♑	[1136, 516, 1170, 550]
zodiac-icon: ♊	[1136, 229, 1170, 263]
classified-ad: ଭୁବନେଶ୍ୱର New Satellite Railway Station ପାଖରେ ୨ ଡିସି. ବର୍ଗଫୁଟ ୫୦/- ରେ ମିଳୁଛି । 9658381131. D-4847	[6, 1538, 186, 1590]
horoscope-sign: ♍ କନ୍ୟା: ଆର୍ଥିକ ଲାଭ ହେବ । ବ୍ୟବସାୟରେ ସଫଳତା ମିଳିବ । ସ୍ୱାସ୍ଥ୍ୟ ଭଲ ରହିବ । ବନ୍ଧୁଙ୍କ ସହ ସାକ୍ଷାତ ହେବ।	[1136, 349, 1492, 390]
child-photo	[372, 52, 448, 142]
classified-ad: Bolero Plus 2012, Indigo ecs 2012. 9178131811, 7787907382. D-4914	[6, 530, 186, 567]
classified-ad: କେରଳୀୟାନ ଆୟୁର୍ବେଦିକ ପଦ୍ଧତିରେ full body massage newly open homely. 7749085294. D-4905	[378, 399, 556, 451]
